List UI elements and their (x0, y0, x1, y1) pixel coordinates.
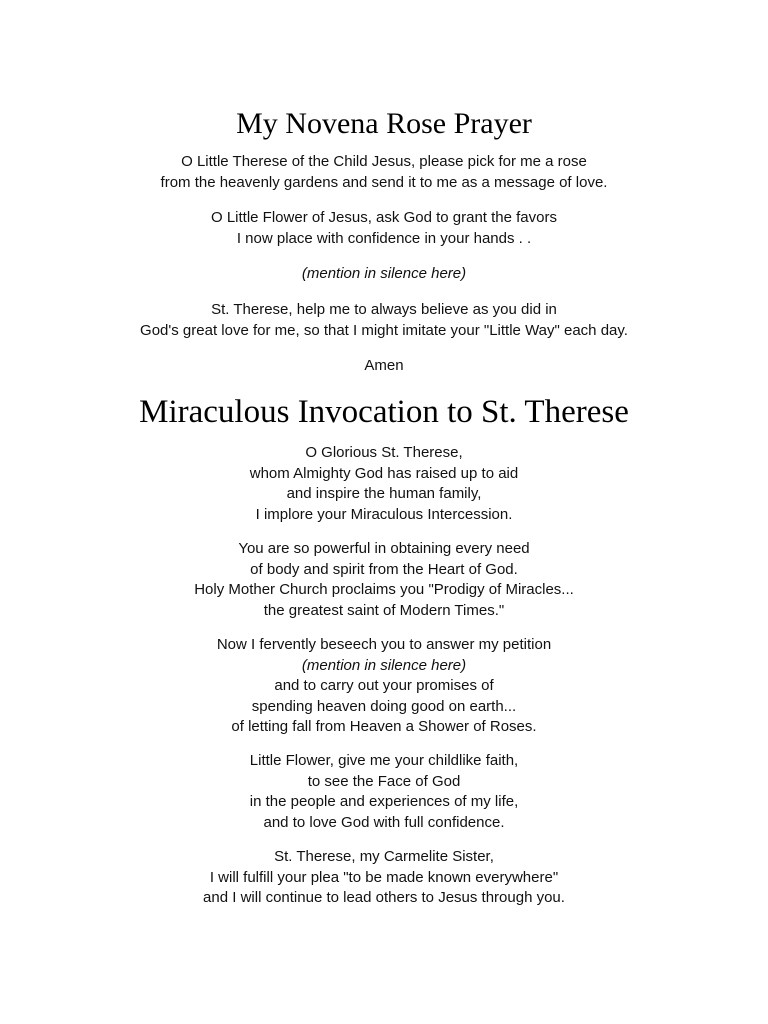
text-line: I will fulfill your plea "to be made known everywhere" (209, 868, 559, 886)
invocation-paragraph-3 (0, 635, 768, 738)
novena-silence-note (0, 264, 768, 285)
novena-paragraph-1 (0, 152, 768, 193)
invocation-paragraph-4 (0, 751, 768, 833)
text-line: from the heavenly gardens and send it to me as a message of love. (160, 173, 608, 191)
text-line: (mention in silence here) (301, 265, 467, 282)
invocation-paragraph-2 (0, 539, 768, 621)
text-line: St. Therese, help me to always believe as you did in (211, 301, 557, 318)
text-line: I implore your Miraculous Intercession. (255, 505, 513, 523)
text-line: spending heaven doing good on earth... (251, 697, 517, 715)
text-line: the greatest saint of Modern Times." (263, 601, 505, 619)
text-line: (mention in silence here) (301, 656, 467, 674)
text-line: St. Therese, my Carmelite Sister, (274, 848, 494, 865)
text-line: whom Almighty God has raised up to aid (249, 464, 519, 482)
text-line: O Little Flower of Jesus, ask God to grant the favors (211, 209, 557, 226)
text-line: Now I fervently beseech you to answer my petition (216, 636, 552, 653)
text-line: of body and spirit from the Heart of God. (250, 560, 518, 578)
text-line: to see the Face of God (307, 772, 461, 790)
invocation-paragraph-1 (0, 443, 768, 525)
text-line: O Little Therese of the Child Jesus, please pick for me a rose (181, 153, 587, 170)
novena-paragraph-2 (0, 208, 768, 249)
text-line: and I will continue to lead others to Jesus through you. (203, 889, 565, 906)
text-line: Little Flower, give me your childlike faith, (249, 752, 519, 769)
text-line: and inspire the human family, (286, 485, 482, 502)
novena-paragraph-4 (0, 300, 768, 341)
text-line: You are so powerful in obtaining every need (238, 540, 530, 557)
text-line: Amen (364, 357, 404, 374)
text-line: O Glorious St. Therese, (305, 444, 463, 461)
text-line: and to love God with full confidence. (263, 813, 505, 831)
text-line: and to carry out your promises of (274, 677, 494, 694)
novena-amen (0, 356, 768, 377)
novena-title: My Novena Rose Prayer (236, 107, 532, 140)
text-line: in the people and experiences of my life, (249, 793, 519, 810)
invocation-paragraph-5 (0, 847, 768, 909)
text-line: I now place with confidence in your hands . . (236, 229, 532, 247)
text-line: Holy Mother Church proclaims you "Prodigy of Miracles... (194, 581, 574, 598)
invocation-title: Miraculous Invocation to St. Therese (139, 394, 629, 430)
text-line: of letting fall from Heaven a Shower of Roses. (231, 718, 537, 735)
text-line: God's great love for me, so that I might imitate your "Little Way" each day. (140, 321, 628, 339)
